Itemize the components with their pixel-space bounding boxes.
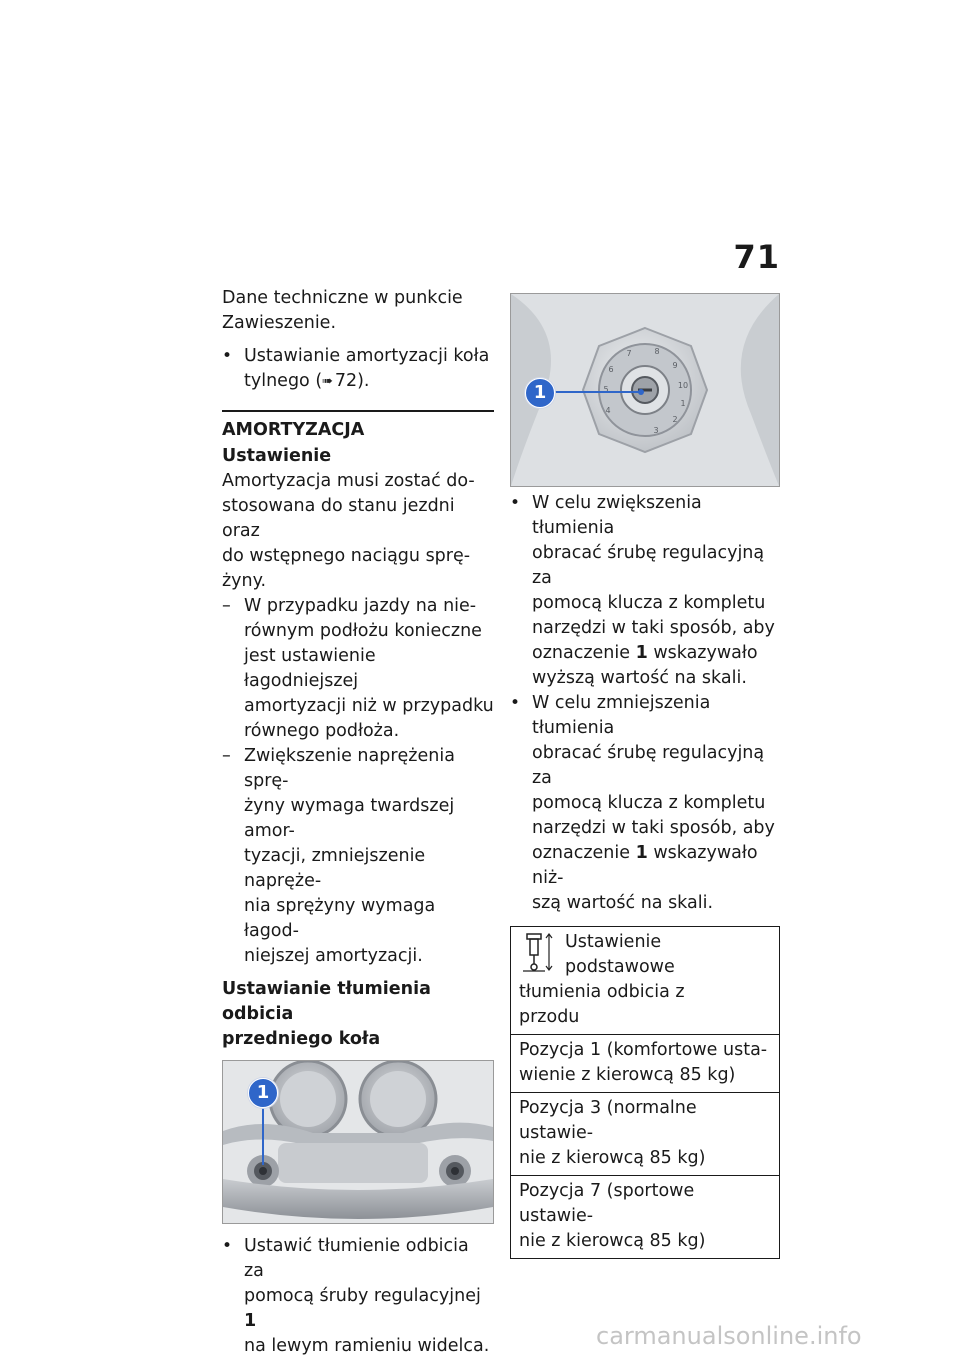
bullet-icon: • [510,493,521,513]
dash-icon: – [222,746,231,766]
table-row: Pozycja 1 (komfortowe usta- wienie z kierowcą 85 kg) [511,1034,779,1092]
callout-marker: 1 [525,378,555,408]
dial-number: 5 [603,385,609,394]
adjuster-photo [510,293,780,487]
list-item: – Zwiększenie naprężenia sprę- żyny wymaga twardszej amor- tyzacji, zmniejszenie napręże- nia sprężyny wymaga łagod- niejszej amortyzacji. [222,746,455,966]
subsection-title: Ustawienie [222,446,332,466]
right-column [510,293,780,1259]
section-title: AMORTYZACJA [222,420,365,440]
table-header: Ustawienie podstawowe tłumienia odbicia z przodu [519,932,685,1027]
bullet-icon: • [510,693,521,713]
list-item: • Ustawianie amortyzacji koła tylnego (➠ 72). [222,344,494,394]
shock-absorber-icon [519,930,561,976]
arrow-icon: ➠ [322,374,334,389]
table-row: Pozycja 7 (sportowe ustawie- nie z kierowcą 85 kg) [511,1175,779,1258]
left-column [222,286,494,1359]
dial-number: 8 [654,347,660,356]
dial-number: 9 [672,361,678,370]
dial-number: 2 [672,415,678,424]
dial-number: 10 [677,381,689,390]
page-number: 71 [733,238,780,276]
page-reference[interactable]: 72 [334,371,358,391]
front-damping-heading: Ustawianie tłumienia odbicia przedniego koła [222,979,431,1049]
intro-text: Dane techniczne w punkcie Zawieszenie. [222,288,463,333]
list-item: • W celu zmniejszenia tłumienia obracać śrubę regulacyjną za pomocą klucza z kompletu narzędzi w taki sposób, aby oznaczenie 1 wskazywało niż- szą wartość na skali. [510,693,775,913]
settings-table [510,926,780,1259]
dial-number: 3 [653,426,659,435]
paragraph: Amortyzacja musi zostać do- stosowana do stanu jezdni oraz do wstępnego naciągu sprę- żyny. [222,471,475,591]
list-item: • W celu zwiększenia tłumienia obracać śrubę regulacyjną za pomocą klucza z kompletu narzędzi w taki sposób, aby oznaczenie 1 wskazywało wyższą wartość na skali. [510,493,775,688]
handlebar-photo [222,1060,494,1224]
list-item: • Ustawić tłumienie odbicia za pomocą śruby regulacyjnej 1 na lewym ramieniu widelca. [222,1236,490,1356]
list-item: – W przypadku jazdy na nie- równym podłożu konieczne jest ustawienie łagodniejszej amortyzacji niż w przypadku równego podłoża. [222,596,494,741]
bullet-icon: • [222,1236,233,1256]
dash-icon: – [222,596,231,616]
callout-marker: 1 [248,1078,278,1108]
bullet-icon: • [222,346,233,366]
dial-number: 6 [608,365,614,374]
table-row: Pozycja 3 (normalne ustawie- nie z kierowcą 85 kg) [511,1092,779,1175]
dial-number: 4 [605,406,611,415]
watermark: carmanualsonline.info [596,1322,862,1350]
section-divider [222,410,494,444]
dial-number: 1 [680,399,686,408]
dial-number: 7 [626,349,632,358]
